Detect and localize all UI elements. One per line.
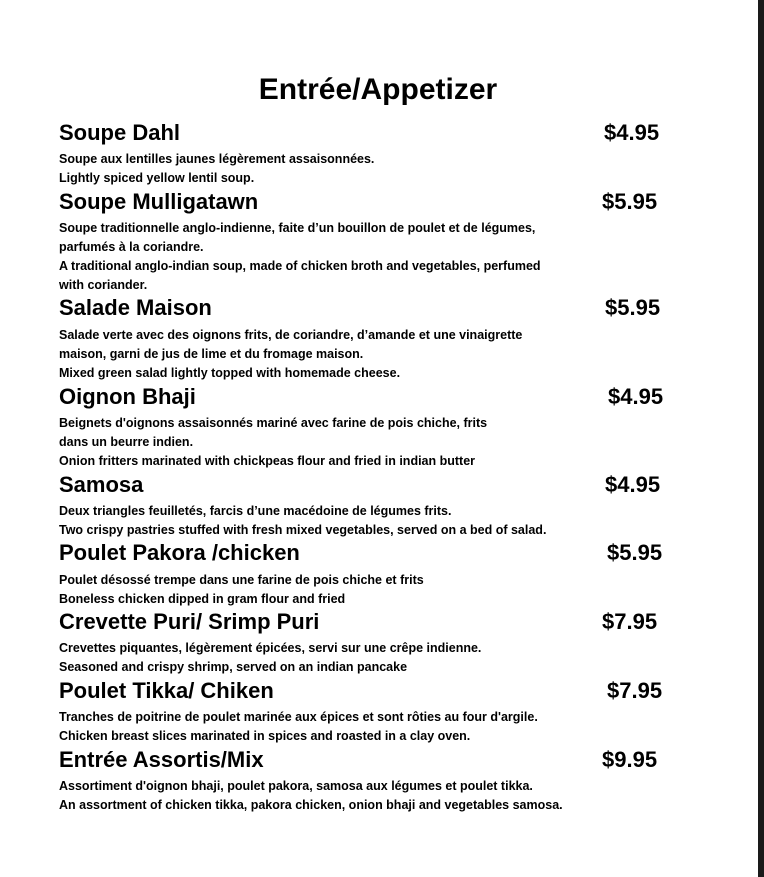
menu-item-price: $4.95 (604, 120, 660, 145)
menu-item-description: Lightly spiced yellow lentil soup. (59, 171, 255, 185)
menu-item-name: Soupe Dahl (59, 120, 181, 145)
menu-item-price: $9.95 (602, 747, 658, 772)
menu-item-price: $4.95 (605, 472, 661, 497)
menu-item-description: Beignets d'oignons assaisonnés mariné avec farine de pois chiche, frits (59, 416, 488, 430)
menu-item-description: Chicken breast slices marinated in spices and roasted in a clay oven. (59, 729, 471, 743)
menu-item-description: maison, garni de jus de lime et du fromage maison. (59, 347, 364, 361)
menu-item-description: Assortiment d'oignon bhaji, poulet pakora, samosa aux légumes et poulet tikka. (59, 779, 533, 793)
menu-item-description: Crevettes piquantes, légèrement épicées, servi sur une crêpe indienne. (59, 641, 482, 655)
menu-item-description: Two crispy pastries stuffed with fresh mixed vegetables, served on a bed of salad. (59, 523, 547, 537)
menu-item-description: Soupe traditionnelle anglo-indienne, faite d’un bouillon de poulet et de légumes, (59, 221, 536, 235)
menu-item-description: Tranches de poitrine de poulet marinée aux épices et sont rôties au four d'argile. (59, 710, 538, 724)
menu-item-description: An assortment of chicken tikka, pakora chicken, onion bhaji and vegetables samosa. (59, 798, 563, 812)
menu-item-price: $5.95 (605, 295, 661, 320)
menu-item-description: Seasoned and crispy shrimp, served on an indian pancake (59, 660, 408, 674)
menu-item-description: Soupe aux lentilles jaunes légèrement assaisonnées. (59, 152, 375, 166)
menu-item-price: $4.95 (608, 384, 664, 409)
page-title: Entrée/Appetizer (258, 73, 498, 106)
menu-item-name: Samosa (59, 472, 144, 497)
menu-item-name: Entrée Assortis/Mix (59, 747, 264, 772)
menu-item-name: Poulet Tikka/ Chiken (59, 678, 274, 703)
menu-item-description: parfumés à la coriandre. (59, 240, 204, 254)
menu-item-description: Onion fritters marinated with chickpeas flour and fried in indian butter (59, 454, 476, 468)
menu-item-name: Poulet Pakora /chicken (59, 540, 300, 565)
menu-item-name: Crevette Puri/ Srimp Puri (59, 609, 320, 634)
menu-item-price: $5.95 (607, 540, 663, 565)
menu-item-name: Salade Maison (59, 295, 212, 320)
menu-item-description: A traditional anglo-indian soup, made of chicken broth and vegetables, perfumed (59, 259, 541, 273)
menu-item-price: $5.95 (602, 189, 658, 214)
page-edge-border (758, 0, 764, 877)
menu-item-description: Salade verte avec des oignons frits, de coriandre, d’amande et une vinaigrette (59, 328, 523, 342)
menu-item-description: Deux triangles feuilletés, farcis d’une macédoine de légumes frits. (59, 504, 452, 518)
menu-item-description: Mixed green salad lightly topped with homemade cheese. (59, 366, 401, 380)
menu-item-price: $7.95 (602, 609, 658, 634)
menu-item-description: Poulet désossé trempe dans une farine de pois chiche et frits (59, 573, 424, 587)
menu-item-description: Boneless chicken dipped in gram flour and fried (59, 592, 346, 606)
menu-item-description: dans un beurre indien. (59, 435, 194, 449)
menu-item-name: Oignon Bhaji (59, 384, 196, 409)
menu-item-price: $7.95 (607, 678, 663, 703)
menu-item-description: with coriander. (59, 278, 148, 292)
menu-item-name: Soupe Mulligatawn (59, 189, 259, 214)
